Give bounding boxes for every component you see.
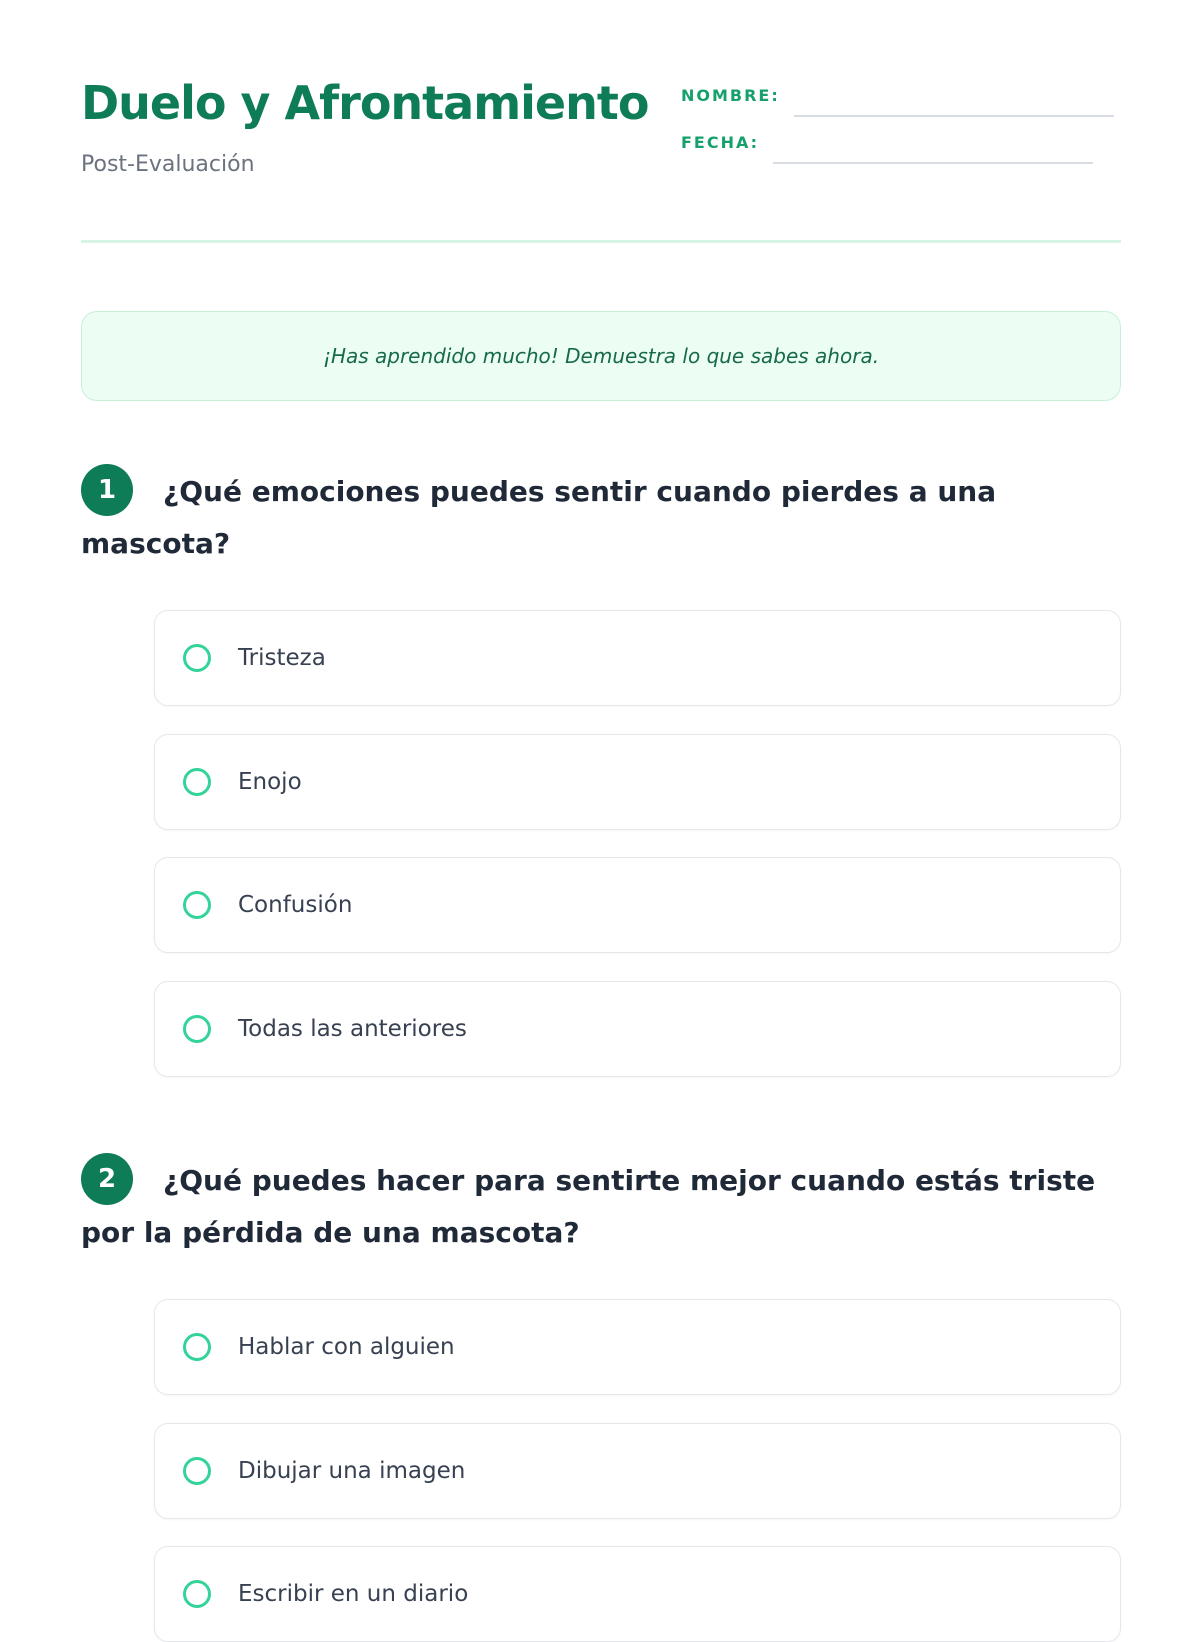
- radio-circle-icon[interactable]: [183, 1333, 211, 1361]
- name-field[interactable]: [681, 86, 1114, 105]
- option-dibujar[interactable]: [154, 1423, 1121, 1519]
- option-enojo[interactable]: [154, 734, 1121, 830]
- option-escribir[interactable]: [154, 1546, 1121, 1642]
- question-text: ¿Qué puedes hacer para sentirte mejor cuando estás triste por la pérdida de una mascota?: [81, 1164, 1096, 1249]
- question-2: [81, 1156, 1121, 1607]
- header-divider: [81, 240, 1121, 243]
- radio-circle-icon[interactable]: [183, 891, 211, 919]
- option-label: Todas las anteriores: [238, 1016, 467, 1042]
- radio-circle-icon[interactable]: [183, 1015, 211, 1043]
- name-line[interactable]: [794, 115, 1114, 117]
- option-todas[interactable]: [154, 981, 1121, 1077]
- option-label: Dibujar una imagen: [238, 1458, 466, 1484]
- worksheet-header: [81, 0, 1121, 242]
- question-number-badge: 2: [81, 1153, 133, 1205]
- question-text: ¿Qué emociones puedes sentir cuando pierdes a una mascota?: [81, 475, 997, 560]
- option-label: Confusión: [238, 892, 353, 918]
- name-label: NOMBRE:: [681, 86, 780, 105]
- question-1: [81, 467, 1121, 1042]
- option-label: Tristeza: [238, 645, 326, 671]
- encouragement-banner: [81, 311, 1121, 401]
- radio-circle-icon[interactable]: [183, 768, 211, 796]
- radio-circle-icon[interactable]: [183, 1580, 211, 1608]
- radio-circle-icon[interactable]: [183, 644, 211, 672]
- option-label: Escribir en un diario: [238, 1581, 469, 1607]
- radio-circle-icon[interactable]: [183, 1457, 211, 1485]
- page-subtitle: Post-Evaluación: [81, 152, 255, 177]
- date-line[interactable]: [773, 162, 1093, 164]
- question-number-badge: 1: [81, 464, 133, 516]
- date-field[interactable]: [681, 133, 1093, 152]
- question-heading: [81, 1156, 1101, 1258]
- option-label: Hablar con alguien: [238, 1334, 455, 1360]
- worksheet-page: [81, 0, 1121, 1607]
- option-tristeza[interactable]: [154, 610, 1121, 706]
- date-label: FECHA:: [681, 133, 760, 152]
- question-heading: [81, 467, 1101, 569]
- page-title: Duelo y Afrontamiento: [81, 76, 649, 130]
- banner-text: ¡Has aprendido mucho! Demuestra lo que sabes ahora.: [322, 344, 880, 368]
- option-hablar[interactable]: [154, 1299, 1121, 1395]
- option-label: Enojo: [238, 769, 302, 795]
- option-confusion[interactable]: [154, 857, 1121, 953]
